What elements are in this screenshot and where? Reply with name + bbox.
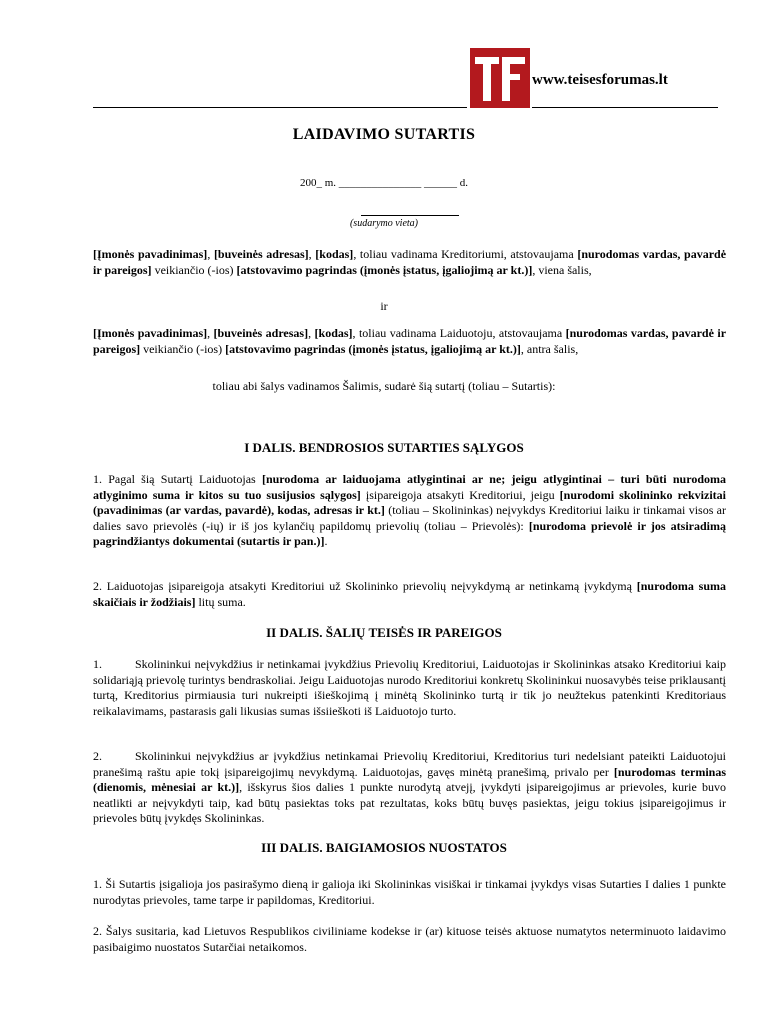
- p2-company: [Įmonės pavadinimas]: [93, 326, 208, 340]
- p1-text1: , toliau vadinama Kreditoriumi, atstovaujama: [353, 247, 578, 261]
- parties-line: toliau abi šalys vadinamos Šalimis, sudarė šią sutartį (toliau – Sutartis):: [212, 379, 556, 393]
- s1p2-text2: litų suma.: [195, 594, 246, 609]
- s1p2-bold1: [nurodoma suma skaičiais ir žodžiais]: [93, 579, 726, 609]
- header-rule-left: [93, 107, 467, 108]
- section-1-clause-1: [93, 472, 726, 550]
- section-3-clause-2: 2. Šalys susitaria, kad Lietuvos Respublikos civiliniame kodekse ir (ar) kituose teisės aktuose numatytos neterminuoto laidavimo pasibaigimo nuostatos Sutarčiai netaikomos.: [93, 924, 726, 954]
- p1-sep1: ,: [207, 247, 214, 261]
- s2p2-number: 2.: [93, 749, 102, 763]
- p1-text3: , viena šalis,: [532, 262, 592, 277]
- p1-code: [kodas]: [315, 247, 354, 261]
- s2p2-text1: Skolininkui neįvykdžius ar įvykdžius netinkamai Prievolių Kreditoriui, Kreditorius turi nedelsiant pateikti Laiduotojui pranešimą raštu apie tokį įsipareigojimų nevykdymą. Laiduotojas, gavęs minėtą pranešimą, privalo per: [93, 749, 726, 779]
- s1p1-bold2: [nurodomi skolininko rekvizitai (pavadinimas (ar vardas, pavardė), kodas, adresas ir kt.]: [93, 487, 727, 518]
- party-one-paragraph: [93, 247, 726, 278]
- s1p1-bold1: [nurodoma ar laiduojama atlygintinai ar ne; jeigu atlygintinai – turi būti nurodoma atlyginimo suma ir kitos su tuo susijusios sąlygos]: [93, 472, 726, 502]
- p2-basis: [atstovavimo pagrindas (įmonės įstatus, įgaliojimą ar kt.)]: [225, 341, 521, 356]
- place-label: (sudarymo vieta): [349, 218, 419, 229]
- s1p1-text2: įsipareigoja atsakyti Kreditoriui, jeigu: [360, 487, 560, 502]
- s1p2-text1: 2. Laiduotojas įsipareigoja atsakyti Kreditoriui už Skolininko prievolių neįvykdymą ar netinkamą įvykdymą: [93, 579, 637, 593]
- site-url[interactable]: www.teisesforumas.lt: [532, 72, 668, 88]
- section-2-clause-2: [93, 749, 726, 827]
- p1-company: [Įmonės pavadinimas]: [93, 247, 208, 261]
- s2p1-text: Skolininkui neįvykdžius ir netinkamai įvykdžius Prievolių Kreditoriui, Laiduotojas ir Skolininkas atsako Kreditoriui kaip solidariąją prievolę turintys bendraskoliai. Jeigu Laiduotojas nurodo Kreditoriui konkretų Skolininkui nuosavybės teise priklausantį turtą, Kreditorius pirmiausia turi nukreipti išieškojimą į minėtą Skolininko turtą ir tik jo neužtekus patenkinti Kreditoriaus reikalavimams, pastarasis gali likusias sumas išsiieškoti iš Laiduotojo turto.: [93, 657, 726, 718]
- p2-text2: veikiančio (-ios): [140, 341, 226, 356]
- p2-text3: , antra šalis,: [520, 341, 579, 356]
- s1p1-text1: 1. Pagal šią Sutartį Laiduotojas: [93, 472, 262, 486]
- p2-address: [buveinės adresas]: [213, 326, 309, 340]
- place-line: [361, 215, 459, 216]
- s1p1-text4: .: [324, 534, 328, 549]
- section-1-heading: I DALIS. BENDROSIOS SUTARTIES SĄLYGOS: [244, 440, 524, 455]
- header-rule-right: [532, 107, 718, 108]
- section-2-heading: II DALIS. ŠALIŲ TEISĖS IR PAREIGOS: [266, 625, 502, 640]
- section-2-clause-1: [93, 657, 726, 719]
- p1-text2: veikiančio (-ios): [151, 262, 237, 277]
- s1p1-text3: (toliau – Skolininkas) neįvykdys Kreditoriui laiku ir tinkamai visos ar dalies savo prievolės (-ių) ir iš jos kylančių papildomų prievolių (toliau – Prievolės):: [93, 503, 727, 533]
- p1-representative: [nurodomas vardas, pavardė ir pareigos]: [93, 247, 727, 277]
- s2p2-text2: , išskyrus šios dalies 1 punkte nurodytą atvejį, įvykdyti įsipareigojimus ar prievoles, kurie buvo neatlikti ar neįvykdyti taip, kad būtų pasiektas toks pat rezultatas, koks būtų buvęs pasiektas, jeigu tokius įsipareigojimus ir prievoles būtų įvykdęs Skolininkas.: [93, 780, 727, 826]
- section-1-clause-2: [93, 579, 726, 610]
- p2-code: [kodas]: [314, 326, 353, 340]
- p2-sep1: ,: [207, 326, 214, 340]
- s1p1-bold3: [nurodoma prievolė ir jos atsiradimą pagrindžiantys dokumentai (sutartis ir pan.)]: [93, 518, 726, 549]
- section-3-heading: III DALIS. BAIGIAMOSIOS NUOSTATOS: [261, 840, 507, 855]
- p1-basis: [atstovavimo pagrindas (įmonės įstatus, įgaliojimą ar kt.)]: [236, 262, 533, 277]
- p1-address: [buveinės adresas]: [213, 247, 309, 261]
- p1-sep2: ,: [308, 247, 316, 261]
- document-title: LAIDAVIMO SUTARTIS: [292, 126, 476, 143]
- p2-text1: , toliau vadinama Laiduotoju, atstovaujama: [352, 326, 566, 340]
- party-two-paragraph: [93, 326, 726, 357]
- teisesforumas-logo: [470, 48, 530, 108]
- ir-line: ir: [380, 299, 388, 313]
- s2p1-number: 1.: [93, 657, 102, 671]
- s2p2-bold1: [nurodomas terminas (dienomis, mėnesiai ar kt.)]: [93, 764, 726, 795]
- p2-sep2: ,: [308, 326, 315, 340]
- p2-representative: [nurodomas vardas, pavardė ir pareigos]: [93, 326, 727, 356]
- section-3-clause-1: 1. Ši Sutartis įsigalioja jos pasirašymo dieną ir galioja iki Skolininkas visiškai ir tinkamai įvykdys visas Sutarties I dalies 1 punkte nurodytas prievoles, tame tarpe ir papildomas, Kreditoriui.: [93, 877, 726, 907]
- date-line: 200_ m. _______________ ______ d.: [299, 177, 469, 189]
